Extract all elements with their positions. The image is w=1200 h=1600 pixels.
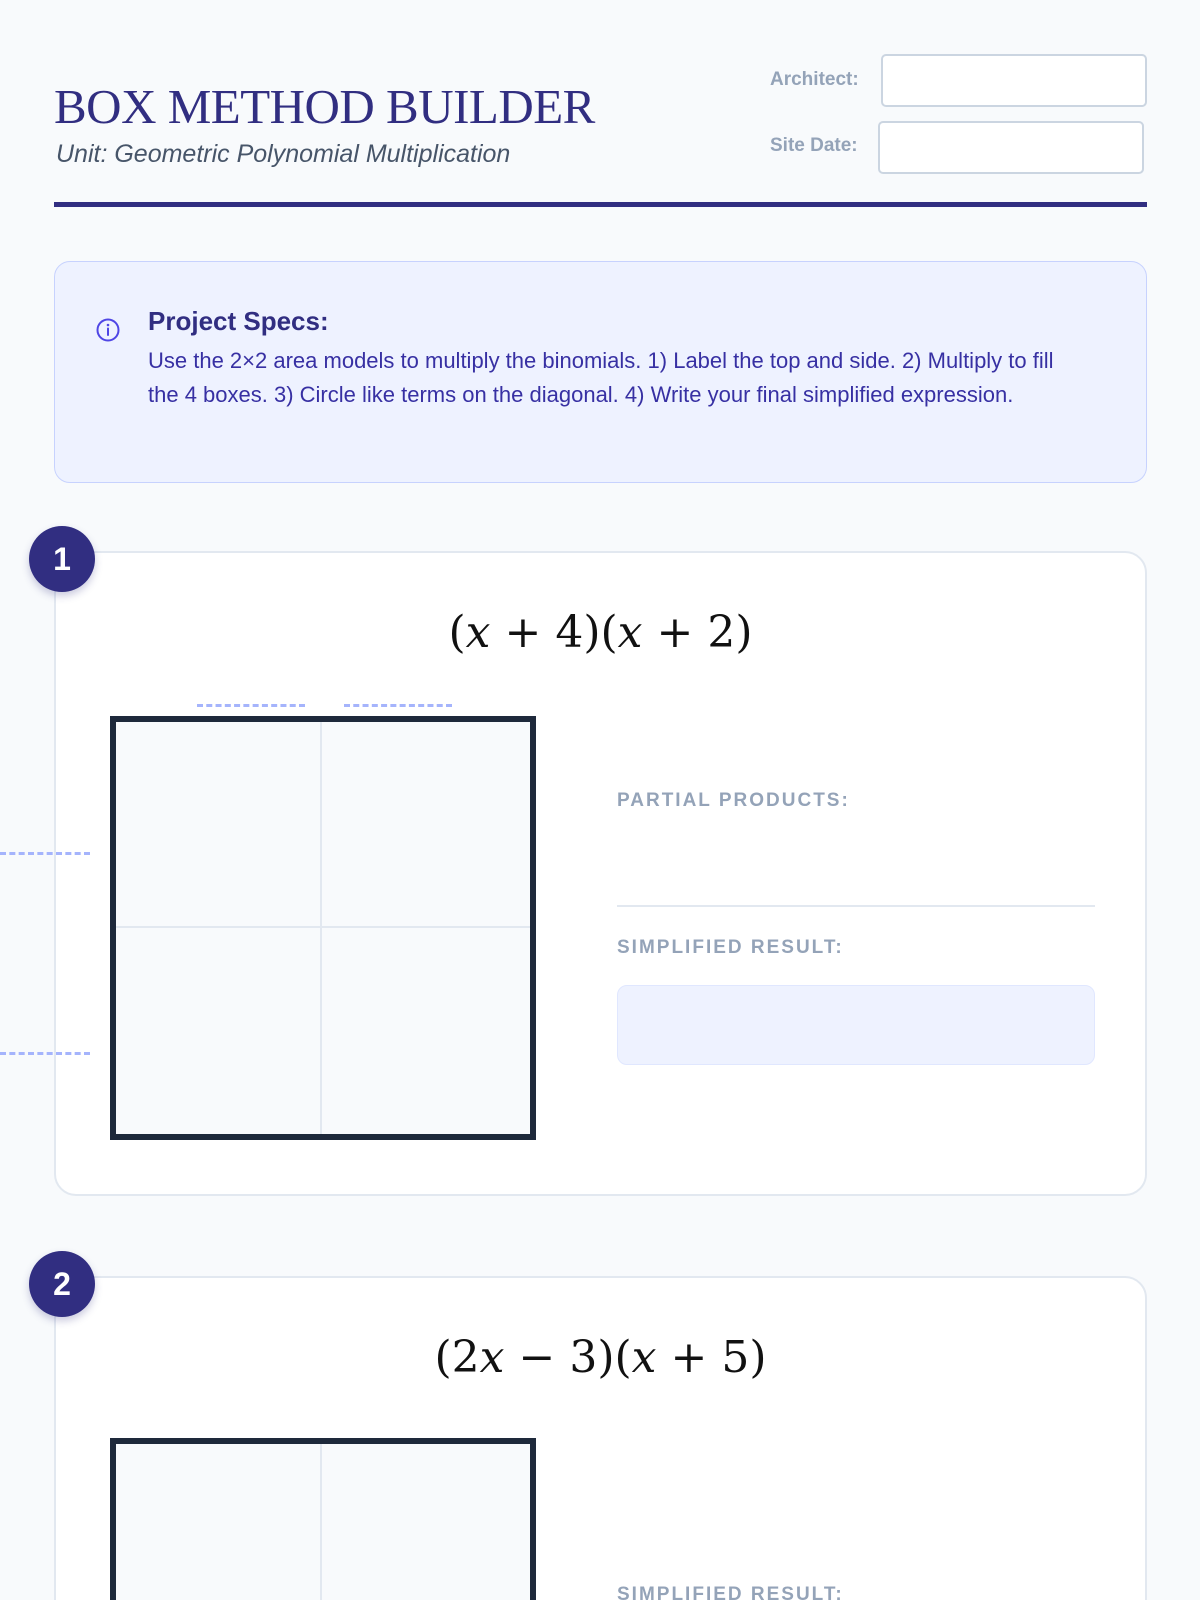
expression-variable: x	[479, 1332, 505, 1383]
problem-card-1	[54, 551, 1147, 1196]
problem-expression	[56, 607, 1145, 658]
expression-part: + 4)(	[490, 607, 618, 658]
problem-card-2	[54, 1276, 1147, 1600]
side-label-blank-top[interactable]	[0, 852, 90, 855]
page-title: BOX METHOD BUILDER	[54, 79, 595, 134]
expression-variable: x	[617, 607, 643, 658]
project-specs-box	[54, 261, 1147, 483]
partial-products-label: PARTIAL PRODUCTS:	[617, 790, 850, 811]
expression-part: (2	[434, 1332, 480, 1383]
top-label-blank-right[interactable]	[344, 704, 452, 707]
simplified-result-label: SIMPLIFIED RESULT:	[617, 937, 844, 958]
expression-part: + 2)	[642, 607, 753, 658]
simplified-result-label: SIMPLIFIED RESULT:	[617, 1584, 844, 1600]
specs-title: Project Specs:	[148, 306, 329, 336]
expression-part: + 5)	[656, 1332, 767, 1383]
expression-variable: x	[631, 1332, 657, 1383]
grid-divider-vertical	[320, 1444, 322, 1600]
architect-label: Architect:	[770, 69, 859, 90]
partial-products-line[interactable]	[617, 905, 1095, 907]
expression-part: (	[448, 607, 466, 658]
unit-subtitle: Unit: Geometric Polynomial Multiplication	[56, 140, 511, 168]
architect-field[interactable]	[881, 54, 1147, 107]
worksheet-header	[54, 0, 1147, 207]
site-date-field[interactable]	[878, 121, 1144, 174]
simplified-result-box[interactable]	[617, 985, 1095, 1065]
side-label-blank-bottom[interactable]	[0, 1052, 90, 1055]
area-model-grid[interactable]	[110, 1438, 536, 1600]
problem-expression	[56, 1332, 1145, 1383]
info-icon	[95, 317, 121, 343]
expression-part: − 3)(	[504, 1332, 632, 1383]
expression-variable: x	[465, 607, 491, 658]
site-date-label: Site Date:	[770, 135, 858, 156]
top-label-blank-left[interactable]	[197, 704, 305, 707]
grid-divider-horizontal	[116, 926, 530, 928]
area-model-grid[interactable]	[110, 716, 536, 1140]
problem-number-badge: 1	[29, 526, 95, 592]
problem-number-badge: 2	[29, 1251, 95, 1317]
grid-divider-vertical	[320, 722, 322, 1134]
specs-text: Use the 2×2 area models to multiply the binomials. 1) Label the top and side. 2) Multiply to fill the 4 boxes. 3) Circle like terms on the diagonal. 4) Write your final simplified expression.	[148, 348, 1054, 407]
